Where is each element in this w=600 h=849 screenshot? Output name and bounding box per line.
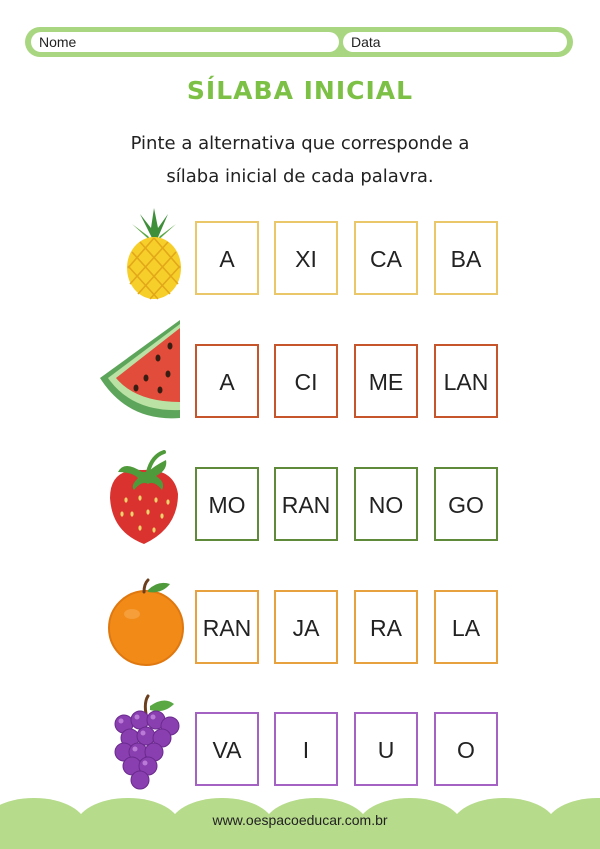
syllable-option[interactable]: RA — [354, 590, 418, 664]
syllable-option[interactable]: I — [274, 712, 338, 786]
syllable-option[interactable]: GO — [434, 467, 498, 541]
strawberry-icon — [104, 450, 184, 546]
syllable-option[interactable]: O — [434, 712, 498, 786]
syllable-option[interactable]: A — [195, 221, 259, 295]
syllable-option[interactable]: U — [354, 712, 418, 786]
syllable-option[interactable]: MO — [195, 467, 259, 541]
date-field[interactable] — [343, 32, 567, 52]
orange-icon — [106, 578, 186, 668]
syllable-option[interactable]: XI — [274, 221, 338, 295]
syllable-option[interactable]: LA — [434, 590, 498, 664]
syllable-option[interactable]: VA — [195, 712, 259, 786]
page-title: SÍLABA INICIAL — [186, 76, 414, 105]
date-label: Data — [351, 34, 381, 50]
syllable-option[interactable]: ME — [354, 344, 418, 418]
grapes-icon — [108, 694, 184, 794]
name-label: Nome — [39, 34, 77, 50]
watermelon-icon — [98, 318, 186, 422]
syllable-option[interactable]: CA — [354, 221, 418, 295]
syllable-option[interactable]: CI — [274, 344, 338, 418]
name-field[interactable] — [31, 32, 339, 52]
name-date-bar — [25, 27, 573, 57]
syllable-option[interactable]: A — [195, 344, 259, 418]
pineapple-icon — [118, 206, 190, 300]
syllable-option[interactable]: JA — [274, 590, 338, 664]
syllable-option[interactable]: NO — [354, 467, 418, 541]
syllable-option[interactable]: RAN — [274, 467, 338, 541]
syllable-option[interactable]: RAN — [195, 590, 259, 664]
syllable-option[interactable]: BA — [434, 221, 498, 295]
instruction-line-2: sílaba inicial de cada palavra. — [166, 166, 434, 187]
syllable-option[interactable]: LAN — [434, 344, 498, 418]
instruction-line-1: Pinte a alternativa que corresponde a — [130, 133, 470, 154]
instructions — [0, 127, 600, 193]
footer-url: www.oespacoeducar.com.br — [212, 812, 388, 828]
